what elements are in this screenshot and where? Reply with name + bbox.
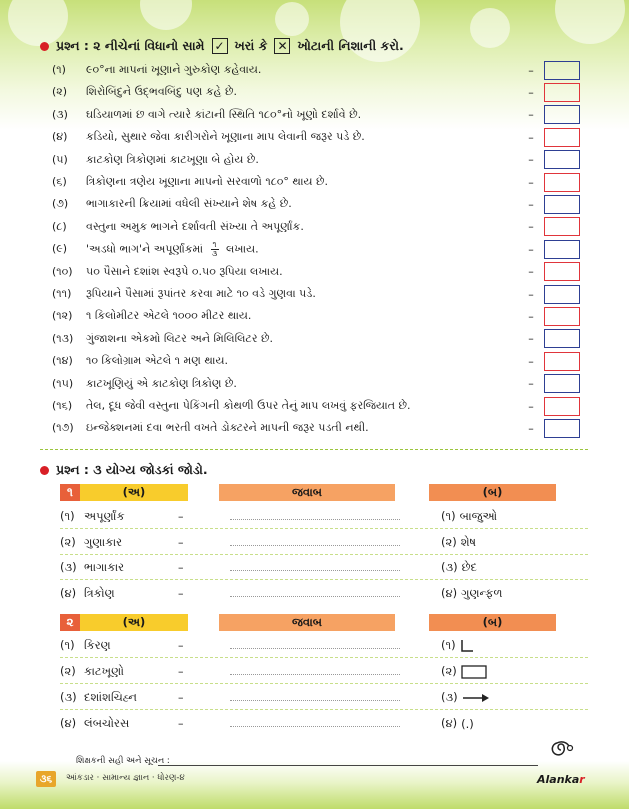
statement-number: (૧૩) [52, 331, 74, 345]
answer-blank[interactable] [230, 648, 400, 649]
answer-blank[interactable] [230, 726, 400, 727]
statement-row [52, 261, 580, 283]
row-separator [60, 683, 588, 684]
statement-number: (૭) [52, 197, 69, 211]
statement-number: (૮) [52, 219, 67, 233]
statement-text: કાટકોણ ત્રિકોણમાં કાટખૂણા બે હોય છે. [86, 152, 259, 166]
statement-row [52, 283, 580, 305]
dash: – [528, 354, 534, 368]
cross-icon: ✕ [274, 38, 290, 54]
statement-text: ઘડિયાળમાં છ વાગે ત્યારે કાંટાની સ્થિતિ ૧૮૦°નો ખૂણો દર્શાવે છે. [86, 107, 362, 121]
statement-row [52, 193, 580, 215]
match-left-item [60, 586, 115, 601]
answer-checkbox[interactable] [544, 307, 580, 326]
match-left-item [60, 638, 111, 653]
teacher-sign-label: શિક્ષકની સહી અને સૂચન : [76, 756, 170, 766]
column-b-header: (બ) [429, 484, 556, 501]
item-number: (૪) [441, 585, 458, 600]
item-text: શેષ [460, 534, 477, 549]
answer-blank[interactable] [230, 519, 400, 520]
statement-text: રૂપિયાને પૈસામાં રૂપાંતર કરવા માટે ૧૦ વડે ગુણવા પડે. [86, 287, 316, 300]
question-2-heading [40, 38, 404, 54]
statement-row [52, 59, 580, 81]
match-right-item [441, 535, 476, 550]
statement-row [52, 171, 580, 193]
dash: – [528, 332, 534, 346]
row-separator [60, 579, 588, 580]
match-right-item [441, 716, 474, 731]
item-number: (૧) [441, 509, 456, 523]
brand-logo-accent: r [579, 773, 585, 786]
statement-text: ભાગાકારની ક્રિયામાં વધેલી સંખ્યાને શેષ કહે છે. [86, 197, 292, 211]
dash: – [528, 287, 534, 301]
statement-text: વસ્તુના અમુક ભાગને દર્શાવતી સંખ્યા તે અપૂર્ણાંક. [86, 219, 304, 233]
row-separator [60, 657, 588, 658]
statement-row [52, 238, 580, 260]
item-number: (૩) [441, 690, 458, 704]
dash: – [178, 717, 184, 730]
item-text: છેદ [461, 560, 477, 574]
statement-text: ૧ કિલોમીટર એટલે ૧૦૦૦ મીટર થાય. [86, 309, 252, 323]
statement-row [52, 395, 580, 417]
brand-logo [537, 773, 585, 786]
answer-blank[interactable] [230, 674, 400, 675]
item-text: અપૂર્ણાંક [84, 509, 125, 523]
statement-text-part: લખાય. [226, 242, 259, 256]
dash: – [528, 399, 534, 413]
statement-number: (૧૭) [52, 421, 74, 435]
teacher-sign-line[interactable] [158, 765, 538, 766]
statement-text: ઇન્જેક્શનમાં દવા ભરતી વખતે ડોક્ટરને માપની જરૂર પડતી નથી. [86, 421, 369, 435]
match-left-item [60, 535, 122, 550]
statement-number: (૧૧) [52, 287, 72, 300]
dash: – [178, 586, 184, 600]
statement-text: ત્રિકોણના ત્રણેય ખૂણાના માપનો સરવાળો ૧૮૦° થાય છે. [86, 175, 329, 188]
question-2-end: ખોટાની નિશાની કરો. [297, 38, 404, 53]
dash: – [178, 510, 184, 523]
dash: – [528, 265, 534, 279]
item-number: (૨) [441, 534, 457, 549]
page-number: ૩૬ [36, 771, 56, 787]
statement-number: (૪) [52, 130, 68, 144]
statement-row [52, 81, 580, 103]
match-right-item [441, 586, 502, 601]
dash: – [178, 561, 184, 574]
brand-logo-text: Alanka [537, 773, 580, 786]
statement-text: ૧૦ કિલોગ્રામ એટલે ૧ મણ થાય. [86, 354, 229, 368]
statement-number: (૬) [52, 175, 67, 188]
item-text: બાજુઓ [459, 509, 498, 523]
item-text: (.) [461, 716, 474, 731]
match-right-item [441, 638, 474, 653]
answer-checkbox[interactable] [544, 352, 580, 371]
column-a-header: (અ) [80, 614, 188, 631]
statement-number: (૧૬) [52, 399, 73, 412]
dash: – [528, 377, 534, 391]
dash: – [528, 63, 534, 77]
item-text: ગુણાકાર [84, 534, 123, 549]
item-text: કિરણ [84, 638, 111, 652]
statement-row [52, 216, 580, 238]
row-separator [60, 709, 588, 710]
answer-checkbox[interactable] [544, 217, 580, 236]
statement-text: શિરોબિંદુને ઉદ્ભવબિંદુ પણ કહે છે. [86, 85, 237, 99]
statement-row [52, 373, 580, 395]
statement-row [52, 417, 580, 439]
answer-column-header: જવાબ [219, 484, 395, 501]
row-separator [60, 554, 588, 555]
dash: – [528, 153, 534, 167]
statement-text: કડિયો, સુથાર જેવા કારીગરોને ખૂણાના માપ લેવાની જરૂર પડે છે. [86, 130, 365, 144]
match-left-item [60, 716, 129, 731]
question-3-title: પ્રશ્ન : ૩ યોગ્ય જોડકાં જોડો. [56, 462, 208, 477]
statement-number: (૧૦) [52, 264, 73, 278]
dash: – [528, 242, 534, 256]
question-2-title: પ્રશ્ન : ૨ નીચેનાં વિધાનો સામે [56, 38, 205, 53]
item-number: (૪) [60, 716, 77, 730]
match-right-item [441, 509, 497, 524]
answer-checkbox[interactable] [544, 397, 580, 416]
column-b-header: (બ) [429, 614, 556, 631]
match-right-item [441, 560, 477, 575]
item-number: (૨) [441, 664, 457, 678]
item-number: (૨) [60, 664, 76, 678]
answer-checkbox[interactable] [544, 419, 580, 438]
item-text: ભાગાકાર [84, 560, 125, 574]
match-right-item [441, 690, 490, 705]
statement-text: કાટખૂણિયું એ કાટકોણ ત્રિકોણ છે. [86, 376, 237, 390]
fraction-denominator: ૩ [211, 248, 218, 258]
statement-number: (૯) [52, 242, 68, 256]
answer-checkbox[interactable] [544, 195, 580, 214]
section-divider [40, 449, 588, 450]
item-text: ગુણન્ફળ [461, 585, 503, 600]
item-number: (૪) [60, 585, 77, 600]
item-number: (૨) [60, 534, 76, 549]
item-number: (૧) [60, 509, 75, 523]
answer-checkbox[interactable] [544, 61, 580, 80]
dash: – [528, 175, 534, 189]
match-left-item [60, 509, 125, 524]
item-number: (૧) [60, 638, 75, 652]
statement-row [52, 328, 580, 350]
item-number: (૩) [60, 560, 77, 574]
column-a-header: (અ) [80, 484, 188, 501]
book-title: આંકડાર · સામાન્ય જ્ઞાન · ધોરણ-૪ [66, 773, 185, 783]
dash: – [178, 665, 184, 678]
question-2-mid: ખરાં કે [234, 38, 268, 53]
dash: – [528, 108, 534, 122]
statement-text: ૫૦ પૈસાને દશાંશ સ્વરૂપે ૦.૫૦ રૂપિયા લખાય. [86, 264, 283, 278]
item-number: (૩) [441, 560, 458, 574]
answer-checkbox[interactable] [544, 329, 580, 348]
answer-checkbox[interactable] [544, 150, 580, 169]
item-text: ત્રિકોણ [84, 585, 115, 600]
fraction [211, 241, 219, 258]
dash: – [528, 421, 534, 435]
question-3-heading [40, 462, 208, 478]
dash: – [528, 309, 534, 323]
statement-number: (૩) [52, 107, 68, 121]
section-2-number: ૨ [60, 614, 80, 631]
answer-checkbox[interactable] [544, 105, 580, 124]
answer-checkbox[interactable] [544, 173, 580, 192]
match-left-item [60, 664, 124, 679]
swirl-icon [548, 739, 574, 761]
row-separator [60, 528, 588, 529]
item-text: દશાંશચિહ્ન [84, 690, 138, 704]
statement-number: (૧) [52, 63, 66, 76]
bullet-icon [40, 42, 49, 51]
answer-blank[interactable] [230, 596, 400, 597]
statement-number: (૧૪) [52, 354, 73, 368]
statement-row [52, 126, 580, 148]
statement-text: તેલ, દૂધ જેવી વસ્તુના પેકિંગની કોથળી ઉપર તેનું માપ લખવું ફરજિયાત છે. [86, 399, 411, 412]
item-number: (૩) [60, 690, 77, 704]
answer-checkbox[interactable] [544, 83, 580, 102]
bullet-icon [40, 466, 49, 475]
statement-row [52, 305, 580, 327]
statement-number: (૧૨) [52, 309, 73, 323]
item-number: (૪) [441, 716, 458, 730]
arrow-ray-icon [462, 693, 490, 703]
item-number: (૧) [441, 638, 456, 652]
item-text: લંબચોરસ [84, 716, 130, 730]
dash: – [178, 535, 184, 549]
rectangle-icon [461, 665, 487, 679]
statement-text-part: 'અડધો ભાગ'ને અપૂર્ણાંકમાં [86, 242, 204, 256]
dash: – [178, 691, 184, 704]
section-1-number: ૧ [60, 484, 80, 501]
statement-row [52, 350, 580, 372]
statement-number: (૨) [52, 85, 68, 99]
match-right-item [441, 664, 487, 679]
statement-number: (૧૫) [52, 376, 74, 390]
match-left-item [60, 560, 124, 575]
item-text: કાટખૂણો [84, 664, 124, 678]
statement-text [86, 241, 522, 258]
dash: – [178, 639, 184, 652]
answer-checkbox[interactable] [544, 285, 580, 304]
right-angle-icon [460, 639, 474, 653]
dash: – [528, 130, 534, 144]
answer-column-header: જવાબ [219, 614, 395, 631]
statement-text: ૯૦°ના માપનાં ખૂણાને ગુરુકોણ કહેવાય. [86, 63, 262, 76]
dash: – [528, 85, 534, 99]
statement-text: ગુંજાશના એકમો લિટર અને મિલિલિટર છે. [86, 331, 274, 345]
answer-checkbox[interactable] [544, 374, 580, 393]
check-icon: ✓ [212, 38, 228, 54]
answer-checkbox[interactable] [544, 128, 580, 147]
fraction-numerator: ૧ [212, 240, 217, 249]
answer-blank[interactable] [230, 545, 400, 546]
statement-number: (૫) [52, 152, 68, 166]
dash: – [528, 220, 534, 234]
answer-blank[interactable] [230, 700, 400, 701]
statement-row [52, 104, 580, 126]
answer-blank[interactable] [230, 570, 400, 571]
dash: – [528, 197, 534, 211]
answer-checkbox[interactable] [544, 240, 580, 259]
statement-row [52, 149, 580, 171]
match-left-item [60, 690, 137, 705]
answer-checkbox[interactable] [544, 262, 580, 281]
